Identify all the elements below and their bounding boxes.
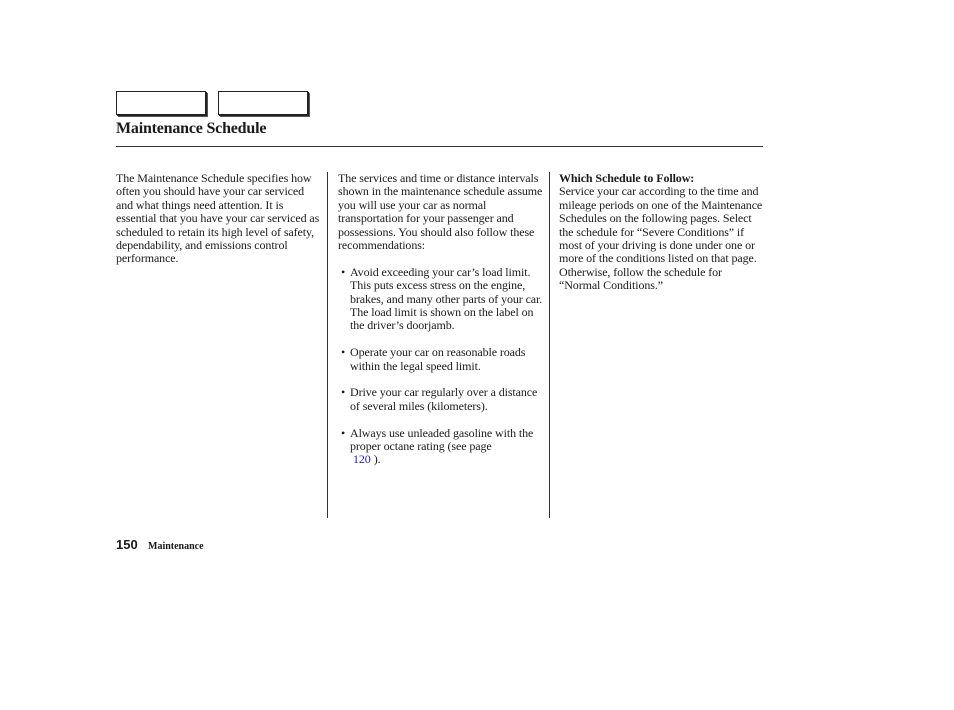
which-schedule-heading: Which Schedule to Follow:: [559, 171, 695, 185]
bullet-icon: •: [341, 425, 346, 440]
recommendations-lead: The services and time or distance intervals shown in the maintenance schedule assume you will use your car as normal transportation for your passenger and possessions. You should also follow these recommendations:: [338, 171, 543, 253]
nav-button-previous[interactable]: [116, 91, 206, 115]
section-label: Maintenance: [148, 541, 204, 552]
title-divider: [116, 146, 763, 147]
nav-button-next[interactable]: [218, 91, 308, 115]
list-item-text: Operate your car on reasonable roads within the legal speed limit.: [350, 345, 526, 373]
list-item: [338, 386, 543, 413]
bullet-icon: •: [341, 345, 346, 360]
intro-column: [116, 172, 322, 266]
recommendations-list: [338, 266, 543, 467]
column-divider-1: [327, 172, 328, 518]
which-schedule-body: Service your car according to the time and mileage periods on one of the Maintenance Schedules on the following pages. Select the schedule for “Severe Conditions” if most of your driving is done under one or more of the conditions listed on that page. Otherwise, follow the schedule for “Normal Conditions.”: [559, 184, 763, 293]
column-divider-2: [549, 172, 550, 518]
list-item-text: Drive your car regularly over a distance of several miles (kilometers).: [350, 385, 538, 413]
bullet-icon: •: [341, 385, 346, 400]
list-item: [338, 346, 543, 373]
list-item: [338, 266, 543, 333]
page-number: 150: [116, 537, 138, 552]
list-item-end: ).: [373, 452, 381, 467]
page-title: Maintenance Schedule: [116, 120, 267, 137]
which-schedule-column: [559, 172, 763, 293]
list-item: [338, 427, 543, 467]
intro-paragraph: The Maintenance Schedule specifies how often you should have your car serviced and what things need attention. It is essential that you have your car serviced as scheduled to retain its high level of safety, dependability, and emissions control performance.: [116, 171, 320, 266]
page-120-link[interactable]: 120: [353, 452, 371, 467]
list-item-text: Always use unleaded gasoline with the proper octane rating (see page: [350, 425, 534, 454]
bullet-icon: •: [341, 264, 346, 279]
list-item-text: Avoid exceeding your car’s load limit. This puts excess stress on the engine, brakes, and many other parts of your car. The load limit is shown on the label on the driver’s doorjamb.: [350, 264, 543, 333]
recommendations-column: [338, 172, 543, 467]
